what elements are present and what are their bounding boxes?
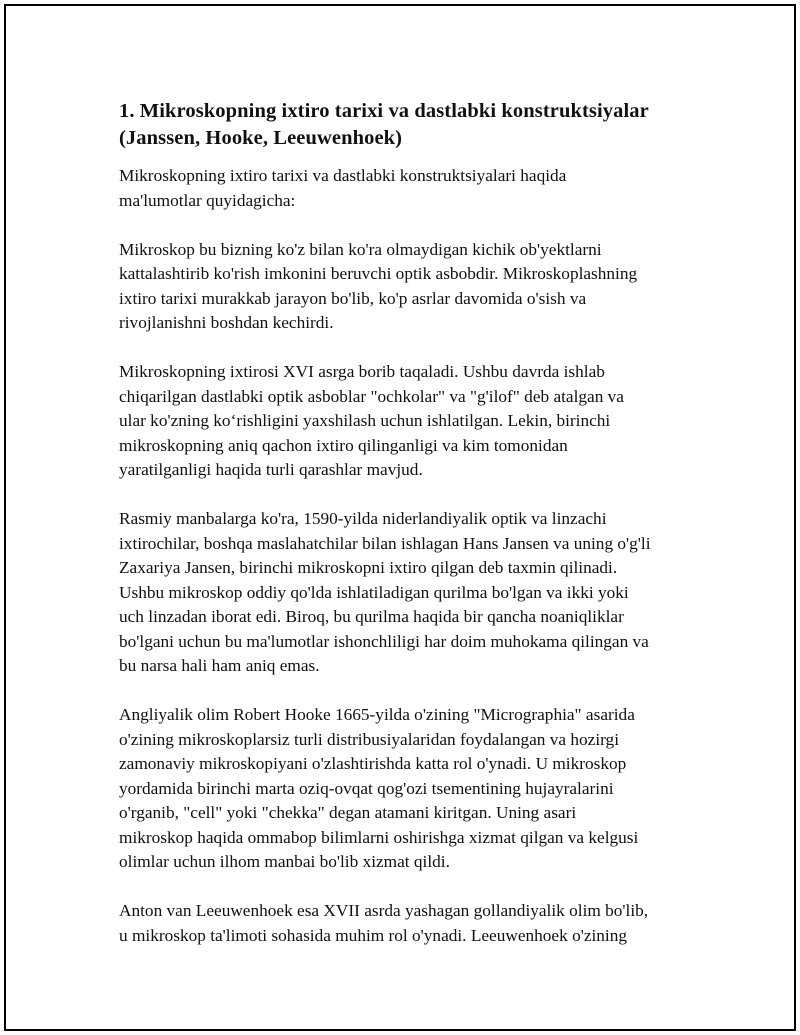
paragraph-line: bo'lgani uchun bu ma'lumotlar ishonchliligi har doim muhokama qilingan va	[119, 631, 649, 651]
paragraph-origins	[119, 360, 699, 483]
paragraph-line: mikroskop haqida ommabop bilimlarni oshirishga xizmat qilgan va kelgusi	[119, 827, 639, 847]
paragraph-line: ixtiro tarixi murakkab jarayon bo'lib, ko'p asrlar davomida o'sish va	[119, 288, 587, 308]
paragraph-line: chiqarilgan dastlabki optik asboblar "ochkolar" va "g'ilof" deb atalgan va	[119, 386, 624, 406]
document-page	[4, 4, 796, 1031]
paragraph-line: ma'lumotlar quyidagicha:	[119, 190, 296, 210]
heading-line: 1. Mikroskopning ixtiro tarixi va dastlabki konstruktsiyalar	[119, 100, 649, 122]
paragraph-line: zamonaviy mikroskopiyani o'zlashtirishda katta rol o'ynadi. U mikroskop	[119, 754, 627, 773]
paragraph-line: yaratilganligi haqida turli qarashlar mavjud.	[119, 460, 423, 479]
paragraph-line: ixtirochilar, boshqa maslahatchilar bilan ishlagan Hans Jansen va uning o'g'li	[119, 533, 651, 553]
paragraph-line: kattalashtirib ko'rish imkonini beruvchi optik asbobdir. Mikroskoplashning	[119, 264, 638, 283]
paragraph-line: Anton van Leeuwenhoek esa XVII asrda yashagan gollandiyalik olim bo'lib,	[119, 901, 649, 920]
paragraph-definition	[119, 238, 699, 336]
paragraph-line: Rasmiy manbalarga ko'ra, 1590-yilda niderlandiyalik optik va linzachi	[119, 509, 607, 528]
paragraph-line: o'rganib, "cell" yoki "chekka" degan atamani kiritgan. Uning asari	[119, 803, 577, 822]
paragraph-intro	[119, 164, 699, 213]
paragraph-line: uch linzadan iborat edi. Biroq, bu qurilma haqida bir qancha noaniqliklar	[119, 607, 624, 626]
paragraph-line: o'zining mikroskoplarsiz turli distribusiyalaridan foydalangan va hozirgi	[119, 729, 620, 749]
paragraph-line: yordamida birinchi marta oziq-ovqat qog'ozi tsementining hujayralarini	[119, 778, 614, 798]
paragraph-line: Mikroskopning ixtirosi XVI asrga borib taqaladi. Ushbu davrda ishlab	[119, 362, 605, 381]
paragraph-line: u mikroskop ta'limoti sohasida muhim rol o'ynadi. Leeuwenhoek o'zining	[119, 925, 628, 945]
document-content	[119, 98, 699, 973]
paragraph-leeuwenhoek	[119, 899, 699, 948]
section-heading	[119, 98, 699, 152]
paragraph-line: Ushbu mikroskop oddiy qo'lda ishlatiladigan qurilma bo'lgan va ikki yoki	[119, 582, 629, 602]
paragraph-line: bu narsa hali ham aniq emas.	[119, 656, 320, 675]
paragraph-line: Angliyalik olim Robert Hooke 1665-yilda o'zining "Micrographia" asarida	[119, 705, 635, 724]
paragraph-hooke	[119, 703, 699, 875]
paragraph-line: olimlar uchun ilhom manbai bo'lib xizmat qildi.	[119, 852, 450, 871]
paragraph-line: mikroskopning aniq qachon ixtiro qilinganligi va kim tomonidan	[119, 435, 568, 455]
paragraph-line: Mikroskopning ixtiro tarixi va dastlabki konstruktsiyalari haqida	[119, 166, 567, 185]
paragraph-line: ular ko'zning ko‘rishligini yaxshilash uchun ishlatilgan. Lekin, birinchi	[119, 411, 611, 430]
heading-line: (Janssen, Hooke, Leeuwenhoek)	[119, 127, 403, 149]
paragraph-line: Zaxariya Jansen, birinchi mikroskopni ixtiro qilgan deb taxmin qilinadi.	[119, 558, 618, 577]
paragraph-line: rivojlanishni boshdan kechirdi.	[119, 313, 334, 332]
paragraph-janssen	[119, 507, 699, 679]
paragraph-line: Mikroskop bu bizning ko'z bilan ko'ra olmaydigan kichik ob'yektlarni	[119, 239, 602, 259]
